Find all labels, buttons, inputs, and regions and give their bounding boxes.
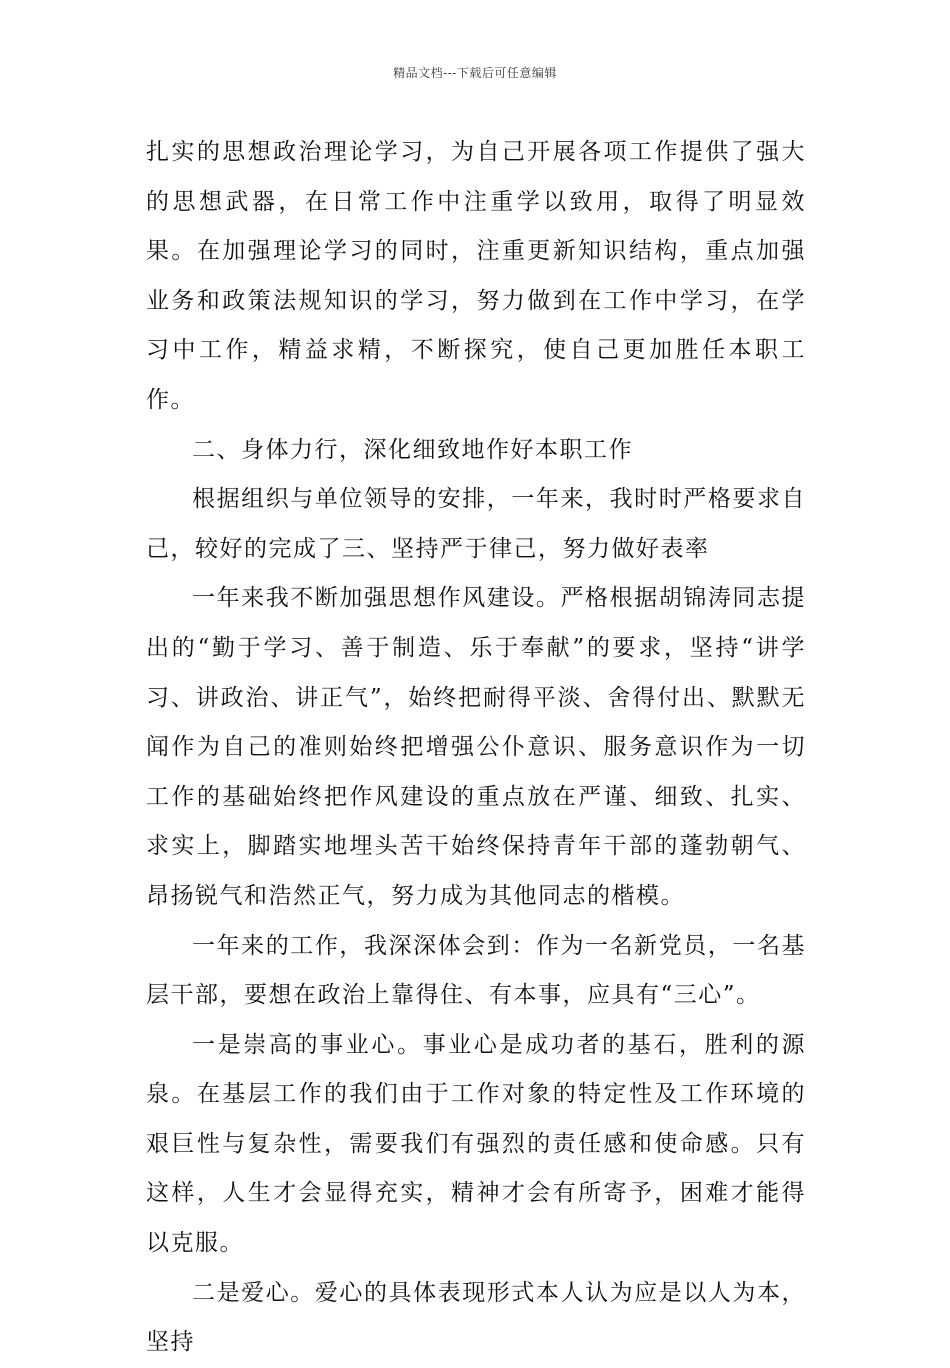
- paragraph-1: 扎实的思想政治理论学习，为自己开展各项工作提供了强大的思想武器，在日常工作中注重学以致用，取得了明显效果。在加强理论学习的同时，注重更新知识结构，重点加强业务和政策法规知识的学习，努力做到在工作中学习，在学习中工作，精益求精，不断探究，使自己更加胜任本职工作。: [146, 139, 806, 413]
- paragraph-3: 根据组织与单位领导的安排，一年来，我时时严格要求自己，较好的完成了三、坚持严于律己，努力做好表率: [146, 486, 806, 562]
- paragraph-7: 二是爱心。爱心的具体表现形式本人认为应是以人为本，坚持: [146, 1279, 806, 1356]
- paragraph-6: 一是崇高的事业心。事业心是成功者的基石，胜利的源泉。在基层工作的我们由于工作对象的特定性及工作环境的艰巨性与复杂性，需要我们有强烈的责任感和使命感。只有这样，人生才会显得充实，精神才会有所寄予，困难才能得以克服。: [146, 1031, 806, 1257]
- document-body: [146, 128, 806, 1368]
- paragraph-5: 一年来的工作，我深深体会到：作为一名新党员，一名基层干部，要想在政治上靠得住、有本事，应具有“三心”。: [146, 932, 806, 1009]
- page-header: 精品文档---下载后可任意编辑: [393, 66, 557, 80]
- paragraph-4: 一年来我不断加强思想作风建设。严格根据胡锦涛同志提出的“勤于学习、善于制造、乐于奉献”的要求，坚持“讲学习、讲政治、讲正气”，始终把耐得平淡、舍得付出、默默无闻作为自己的准则始终把增强公仆意识、服务意识作为一切工作的基础始终把作风建设的重点放在严谨、细致、扎实、求实上，脚踏实地埋头苦干始终保持青年干部的蓬勃朝气、昂扬锐气和浩然正气，努力成为其他同志的楷模。: [146, 585, 806, 909]
- paragraph-2-section-heading: 二、身体力行，深化细致地作好本职工作: [192, 436, 633, 463]
